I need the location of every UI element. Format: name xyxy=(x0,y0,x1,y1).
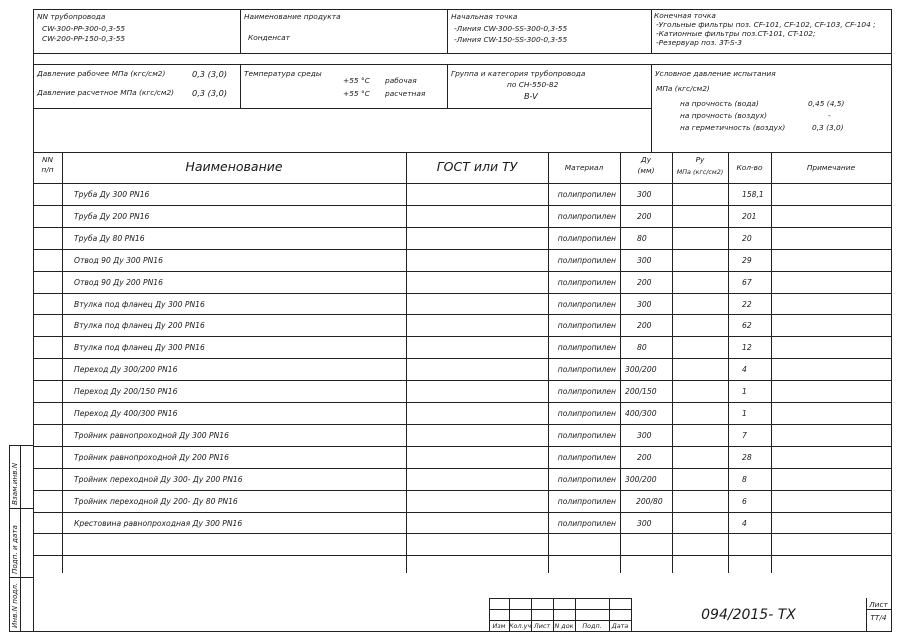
design-pressure-label: Давление расчетное МПа (кгс/см2) xyxy=(37,88,175,97)
row-qty: 62 xyxy=(742,321,752,331)
start-point-label: Начальная точка xyxy=(451,12,518,21)
stamp-label-list: Лист xyxy=(533,622,551,630)
row-material: полипропилен xyxy=(557,365,616,375)
row-dn: 400/300 xyxy=(625,409,657,418)
row-name: Втулка под фланец Ду 300 PN16 xyxy=(74,299,205,309)
row-material: полипропилен xyxy=(557,211,616,221)
row-qty: 201 xyxy=(742,211,757,221)
row-name: Переход Ду 200/150 PN16 xyxy=(74,387,178,397)
row-name: Тройник равнопроходной Ду 200 PN16 xyxy=(74,452,229,462)
row-qty: 7 xyxy=(742,430,747,440)
temp-work-value: +55 °С xyxy=(343,76,370,85)
side-inv-orig: Инв.N подл. xyxy=(10,582,19,628)
row-name: Переход Ду 300/200 PN16 xyxy=(74,365,178,375)
pipeline-code-2: CW-200-PP-150-0,3-55 xyxy=(42,34,126,43)
row-name: Втулка под фланец Ду 300 PN16 xyxy=(74,343,205,353)
side-replace-inv: Взам.инв.N xyxy=(10,462,19,505)
row-dn: 80 xyxy=(637,343,647,353)
document-code: 094/2015- ТХ xyxy=(701,607,796,623)
end-point-label: Конечная точка xyxy=(654,11,716,20)
test-tightness-value: 0,3 (3,0) xyxy=(812,123,844,132)
row-material: полипропилен xyxy=(557,387,616,397)
row-name: Тройник равнопроходной Ду 300 PN16 xyxy=(74,430,229,440)
product-label: Наименование продукта xyxy=(244,12,341,21)
col-dn-header-2: (мм) xyxy=(637,166,655,175)
row-material: полипропилен xyxy=(557,299,616,309)
col-pn-header-2: МПа (кгс/см2) xyxy=(676,168,724,176)
stamp-label-sign: Подп. xyxy=(582,622,602,630)
test-strength-water-value: 0,45 (4,5) xyxy=(808,99,845,108)
row-material: полипропилен xyxy=(557,343,616,353)
test-pressure-label: Условное давление испытания xyxy=(655,69,776,78)
row-dn: 200 xyxy=(637,277,652,287)
row-dn: 200/80 xyxy=(636,496,663,506)
row-dn: 300 xyxy=(637,518,652,528)
row-dn: 300 xyxy=(637,430,652,440)
row-material: полипропилен xyxy=(557,452,616,462)
row-name: Переход Ду 400/300 PN16 xyxy=(74,409,178,418)
row-material: полипропилен xyxy=(557,277,616,287)
stamp-label-izm: Изм xyxy=(492,622,506,630)
col-num-header-2: п/п xyxy=(41,165,54,174)
group-doc: по СН-550-82 xyxy=(507,80,559,89)
row-name: Труба Ду 80 PN16 xyxy=(74,233,145,243)
row-qty: 4 xyxy=(742,518,747,528)
row-qty: 67 xyxy=(742,277,752,287)
temperature-label: Температура среды xyxy=(244,69,322,78)
temp-work-label: рабочая xyxy=(385,76,417,85)
row-dn: 300 xyxy=(637,255,652,265)
row-material: полипропилен xyxy=(557,409,616,418)
test-strength-air-label: на прочность (воздух) xyxy=(680,111,767,120)
work-pressure-value: 0,3 (3,0) xyxy=(192,69,228,79)
end-point-3: -Резервуар поз. 3T-S-3 xyxy=(656,38,743,47)
design-pressure-value: 0,3 (3,0) xyxy=(192,88,228,98)
row-qty: 6 xyxy=(742,496,747,506)
row-dn: 200 xyxy=(637,321,652,331)
pipeline-code-1: CW-300-PP-300-0,3-55 xyxy=(42,24,126,33)
row-qty: 29 xyxy=(742,255,752,265)
end-point-2: -Катионные фильтры поз.CT-101, CT-102; xyxy=(656,29,816,38)
test-strength-water-label: на прочность (вода) xyxy=(680,99,759,108)
row-qty: 22 xyxy=(742,299,752,309)
row-name: Втулка под фланец Ду 200 PN16 xyxy=(74,321,205,331)
product-value: Конденсат xyxy=(248,33,290,42)
col-dn-header-1: Ду xyxy=(640,155,652,164)
col-gost-header: ГОСТ или ТУ xyxy=(436,159,518,174)
col-qty-header: Кол-во xyxy=(736,163,763,172)
row-material: полипропилен xyxy=(557,190,616,199)
sheet-number: ТТ/4 xyxy=(870,613,887,622)
row-dn: 200 xyxy=(637,452,652,462)
row-dn: 300/200 xyxy=(625,365,657,375)
row-qty: 20 xyxy=(742,233,752,243)
sheet-label: Лист xyxy=(869,600,888,609)
end-point-1: -Угольные фильтры поз. CF-101, CF-102, CF-103, CF-104 ; xyxy=(656,20,876,29)
col-num-header-1: NN xyxy=(41,155,54,164)
row-name: Труба Ду 200 PN16 xyxy=(74,211,150,221)
row-dn: 300 xyxy=(637,190,652,199)
row-qty: 1 xyxy=(742,387,747,397)
row-dn: 300/200 xyxy=(625,474,657,484)
group-value: B-V xyxy=(524,91,538,101)
row-name: Отвод 90 Ду 300 PN16 xyxy=(74,255,163,265)
row-material: полипропилен xyxy=(557,430,616,440)
row-material: полипропилен xyxy=(557,321,616,331)
row-dn: 200/150 xyxy=(625,387,657,397)
row-material: полипропилен xyxy=(557,518,616,528)
row-qty: 8 xyxy=(742,474,747,484)
pipeline-label: NN трубопровода xyxy=(37,12,106,21)
side-sign-date: Подп. и дата xyxy=(10,525,19,574)
row-qty: 158,1 xyxy=(742,190,764,199)
col-note-header: Примечание xyxy=(806,163,856,172)
stamp-label-kol: Кол.уч xyxy=(509,622,532,630)
row-dn: 200 xyxy=(637,211,652,221)
row-qty: 4 xyxy=(742,365,747,375)
row-name: Труба Ду 300 PN16 xyxy=(74,190,150,199)
row-name: Тройник переходной Ду 300- Ду 200 PN16 xyxy=(74,474,243,484)
col-material-header: Материал xyxy=(564,163,604,172)
row-material: полипропилен xyxy=(557,474,616,484)
temp-design-value: +55 °С xyxy=(343,89,370,98)
row-dn: 300 xyxy=(637,299,652,309)
row-qty: 1 xyxy=(742,409,747,418)
test-tightness-label: на герметичность (воздух) xyxy=(680,123,786,132)
test-strength-air-value: - xyxy=(828,111,831,120)
group-label: Группа и категория трубопровода xyxy=(451,69,586,78)
work-pressure-label: Давление рабочее МПа (кгс/см2) xyxy=(37,69,166,78)
stamp-label-doc: N док xyxy=(554,622,574,630)
row-dn: 80 xyxy=(637,233,647,243)
row-qty: 12 xyxy=(742,343,752,353)
col-name-header: Наименование xyxy=(185,159,283,174)
start-point-1: -Линия CW-300-SS-300-0,3-55 xyxy=(454,24,568,33)
row-qty: 28 xyxy=(742,452,752,462)
test-pressure-units: МПа (кгс/см2) xyxy=(656,84,710,93)
col-pn-header-1: Ру xyxy=(695,155,705,164)
row-material: полипропилен xyxy=(557,496,616,506)
temp-design-label: расчетная xyxy=(385,89,426,98)
start-point-2: -Линия CW-150-SS-300-0,3-55 xyxy=(454,35,568,44)
row-material: полипропилен xyxy=(557,233,616,243)
row-name: Тройник переходной Ду 200- Ду 80 PN16 xyxy=(74,496,238,506)
row-material: полипропилен xyxy=(557,255,616,265)
stamp-label-date: Дата xyxy=(611,622,629,630)
row-name: Отвод 90 Ду 200 PN16 xyxy=(74,277,163,287)
row-name: Крестовина равнопроходная Ду 300 PN16 xyxy=(74,518,243,528)
